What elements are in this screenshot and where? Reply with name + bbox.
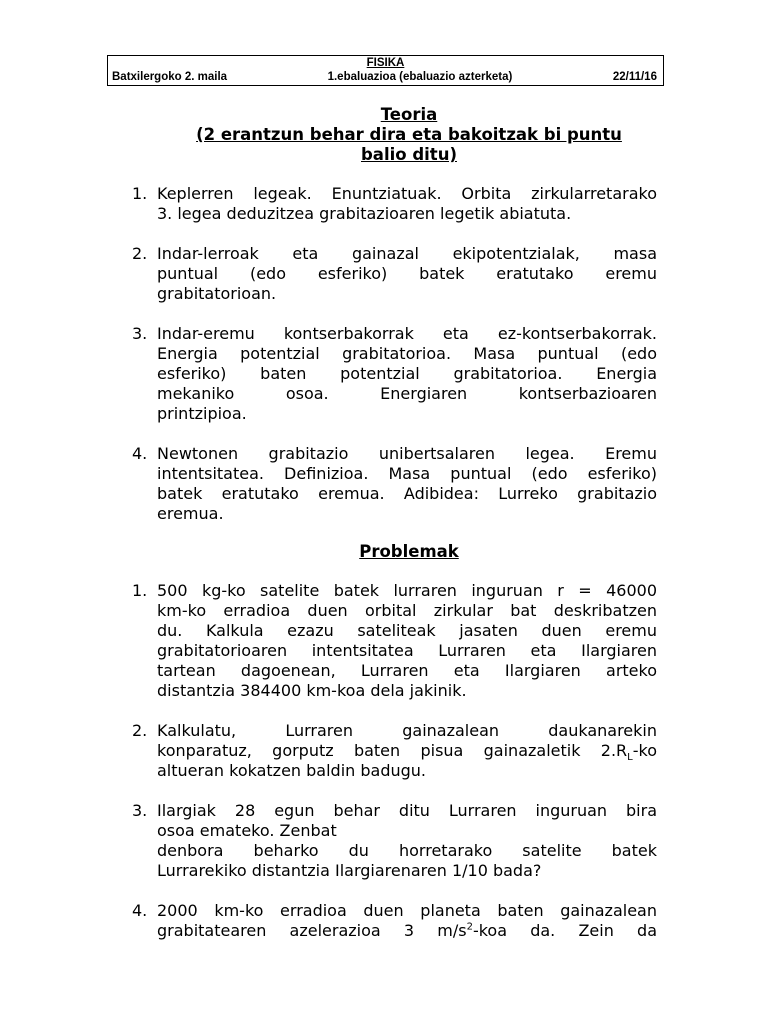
item-line: printzipioa. (157, 404, 247, 423)
item-line: Indar-lerroak eta gainazal ekipotentzialak, masa (157, 244, 657, 263)
item-number: 3. (132, 324, 148, 343)
item-line: puntual (edo esferiko) batek eratutako eremu (157, 264, 657, 283)
theory-title-line3: balio ditu) (361, 145, 457, 164)
item-line: distantzia 384400 km-koa dela jakinik. (157, 681, 467, 700)
item-line: Energia potentzial grabitatorioa. Masa puntual (edo (157, 344, 657, 363)
problems-title: Problemak (359, 542, 459, 561)
line-text: konparatuz, gorputz baten pisua gainazaletik 2.R (157, 741, 628, 760)
header-info-row (112, 71, 657, 83)
line-text: grabitatearen azelerazioa 3 m/s (157, 921, 467, 940)
item-line: osoa emateko. Zenbat (157, 821, 337, 840)
subject-title: FISIKA (366, 57, 405, 69)
item-number: 1. (132, 184, 148, 203)
item-line: grabitatorioaren intentsitatea Lurraren eta Ilargiaren (157, 641, 657, 660)
theory-list (132, 184, 657, 524)
item-number: 1. (132, 581, 148, 600)
item-number: 3. (132, 801, 148, 820)
item-line: altueran kokatzen baldin badugu. (157, 761, 427, 780)
item-line: km-ko erradioa duen orbital zirkular bat deskribatzen (157, 601, 657, 620)
theory-item-3 (132, 324, 657, 424)
item-line: Ilargiak 28 egun behar ditu Lurraren inguruan bira (157, 801, 657, 820)
line-text: -koa da. Zein da (472, 921, 657, 940)
item-line: esferiko) baten potentzial grabitatorioa. Energia (157, 364, 657, 383)
subscript-text: L (627, 752, 633, 764)
item-line: du. Kalkula ezazu sateliteak jasaten duen eremu (157, 621, 657, 640)
item-line: denbora beharko du horretarako satelite batek (157, 841, 657, 860)
item-line: Newtonen grabitazio unibertsalaren legea. Eremu (157, 444, 657, 463)
problems-list (132, 581, 657, 941)
theory-title-line1: Teoria (380, 105, 438, 124)
item-line: intentsitatea. Definizioa. Masa puntual (edo esferiko) (157, 464, 657, 483)
exam-label: 1.ebaluazioa (ebaluazio azterketa) (327, 71, 513, 83)
item-number: 4. (132, 901, 148, 920)
item-number: 2. (132, 721, 148, 740)
line-text: -ko (632, 741, 657, 760)
item-line: mekaniko osoa. Energiaren kontserbazioaren (157, 384, 657, 403)
item-line: tartean dagoenean, Lurraren eta Ilargiaren arteko (157, 661, 657, 680)
item-line: 2000 km-ko erradioa duen planeta baten gainazalean (157, 901, 657, 920)
course-label: Batxilergoko 2. maila (112, 71, 228, 83)
item-line (157, 741, 657, 764)
exam-date: 22/11/16 (612, 71, 657, 83)
problem-item-2 (132, 721, 657, 781)
item-number: 2. (132, 244, 148, 263)
item-line (157, 921, 657, 941)
item-line: 500 kg-ko satelite batek lurraren inguruan r = 46000 (157, 581, 657, 600)
item-line: Kalkulatu, Lurraren gainazalean daukanarekin (157, 721, 657, 740)
item-line: grabitatorioan. (157, 284, 277, 303)
item-line: eremua. (157, 504, 224, 523)
theory-item-4 (132, 444, 657, 524)
exam-header (107, 55, 664, 86)
problem-item-1 (132, 581, 657, 701)
theory-item-1 (132, 184, 657, 224)
theory-title (170, 105, 648, 165)
item-line: Keplerren legeak. Enuntziatuak. Orbita zirkularretarako (157, 184, 657, 203)
superscript-text: 2 (466, 921, 473, 933)
item-line: 3. legea deduzitzea grabitazioaren legetik abiatuta. (157, 204, 572, 223)
theory-title-line2: (2 erantzun behar dira eta bakoitzak bi puntu (196, 125, 622, 144)
item-line: Lurrarekiko distantzia Ilargiarenaren 1/10 bada? (157, 861, 542, 880)
problem-item-4 (132, 901, 657, 941)
item-number: 4. (132, 444, 148, 463)
problem-item-3 (132, 801, 657, 881)
item-line: batek eratutako eremua. Adibidea: Lurreko grabitazio (157, 484, 657, 503)
theory-item-2 (132, 244, 657, 304)
item-line: Indar-eremu kontserbakorrak eta ez-kontserbakorrak. (157, 324, 657, 343)
